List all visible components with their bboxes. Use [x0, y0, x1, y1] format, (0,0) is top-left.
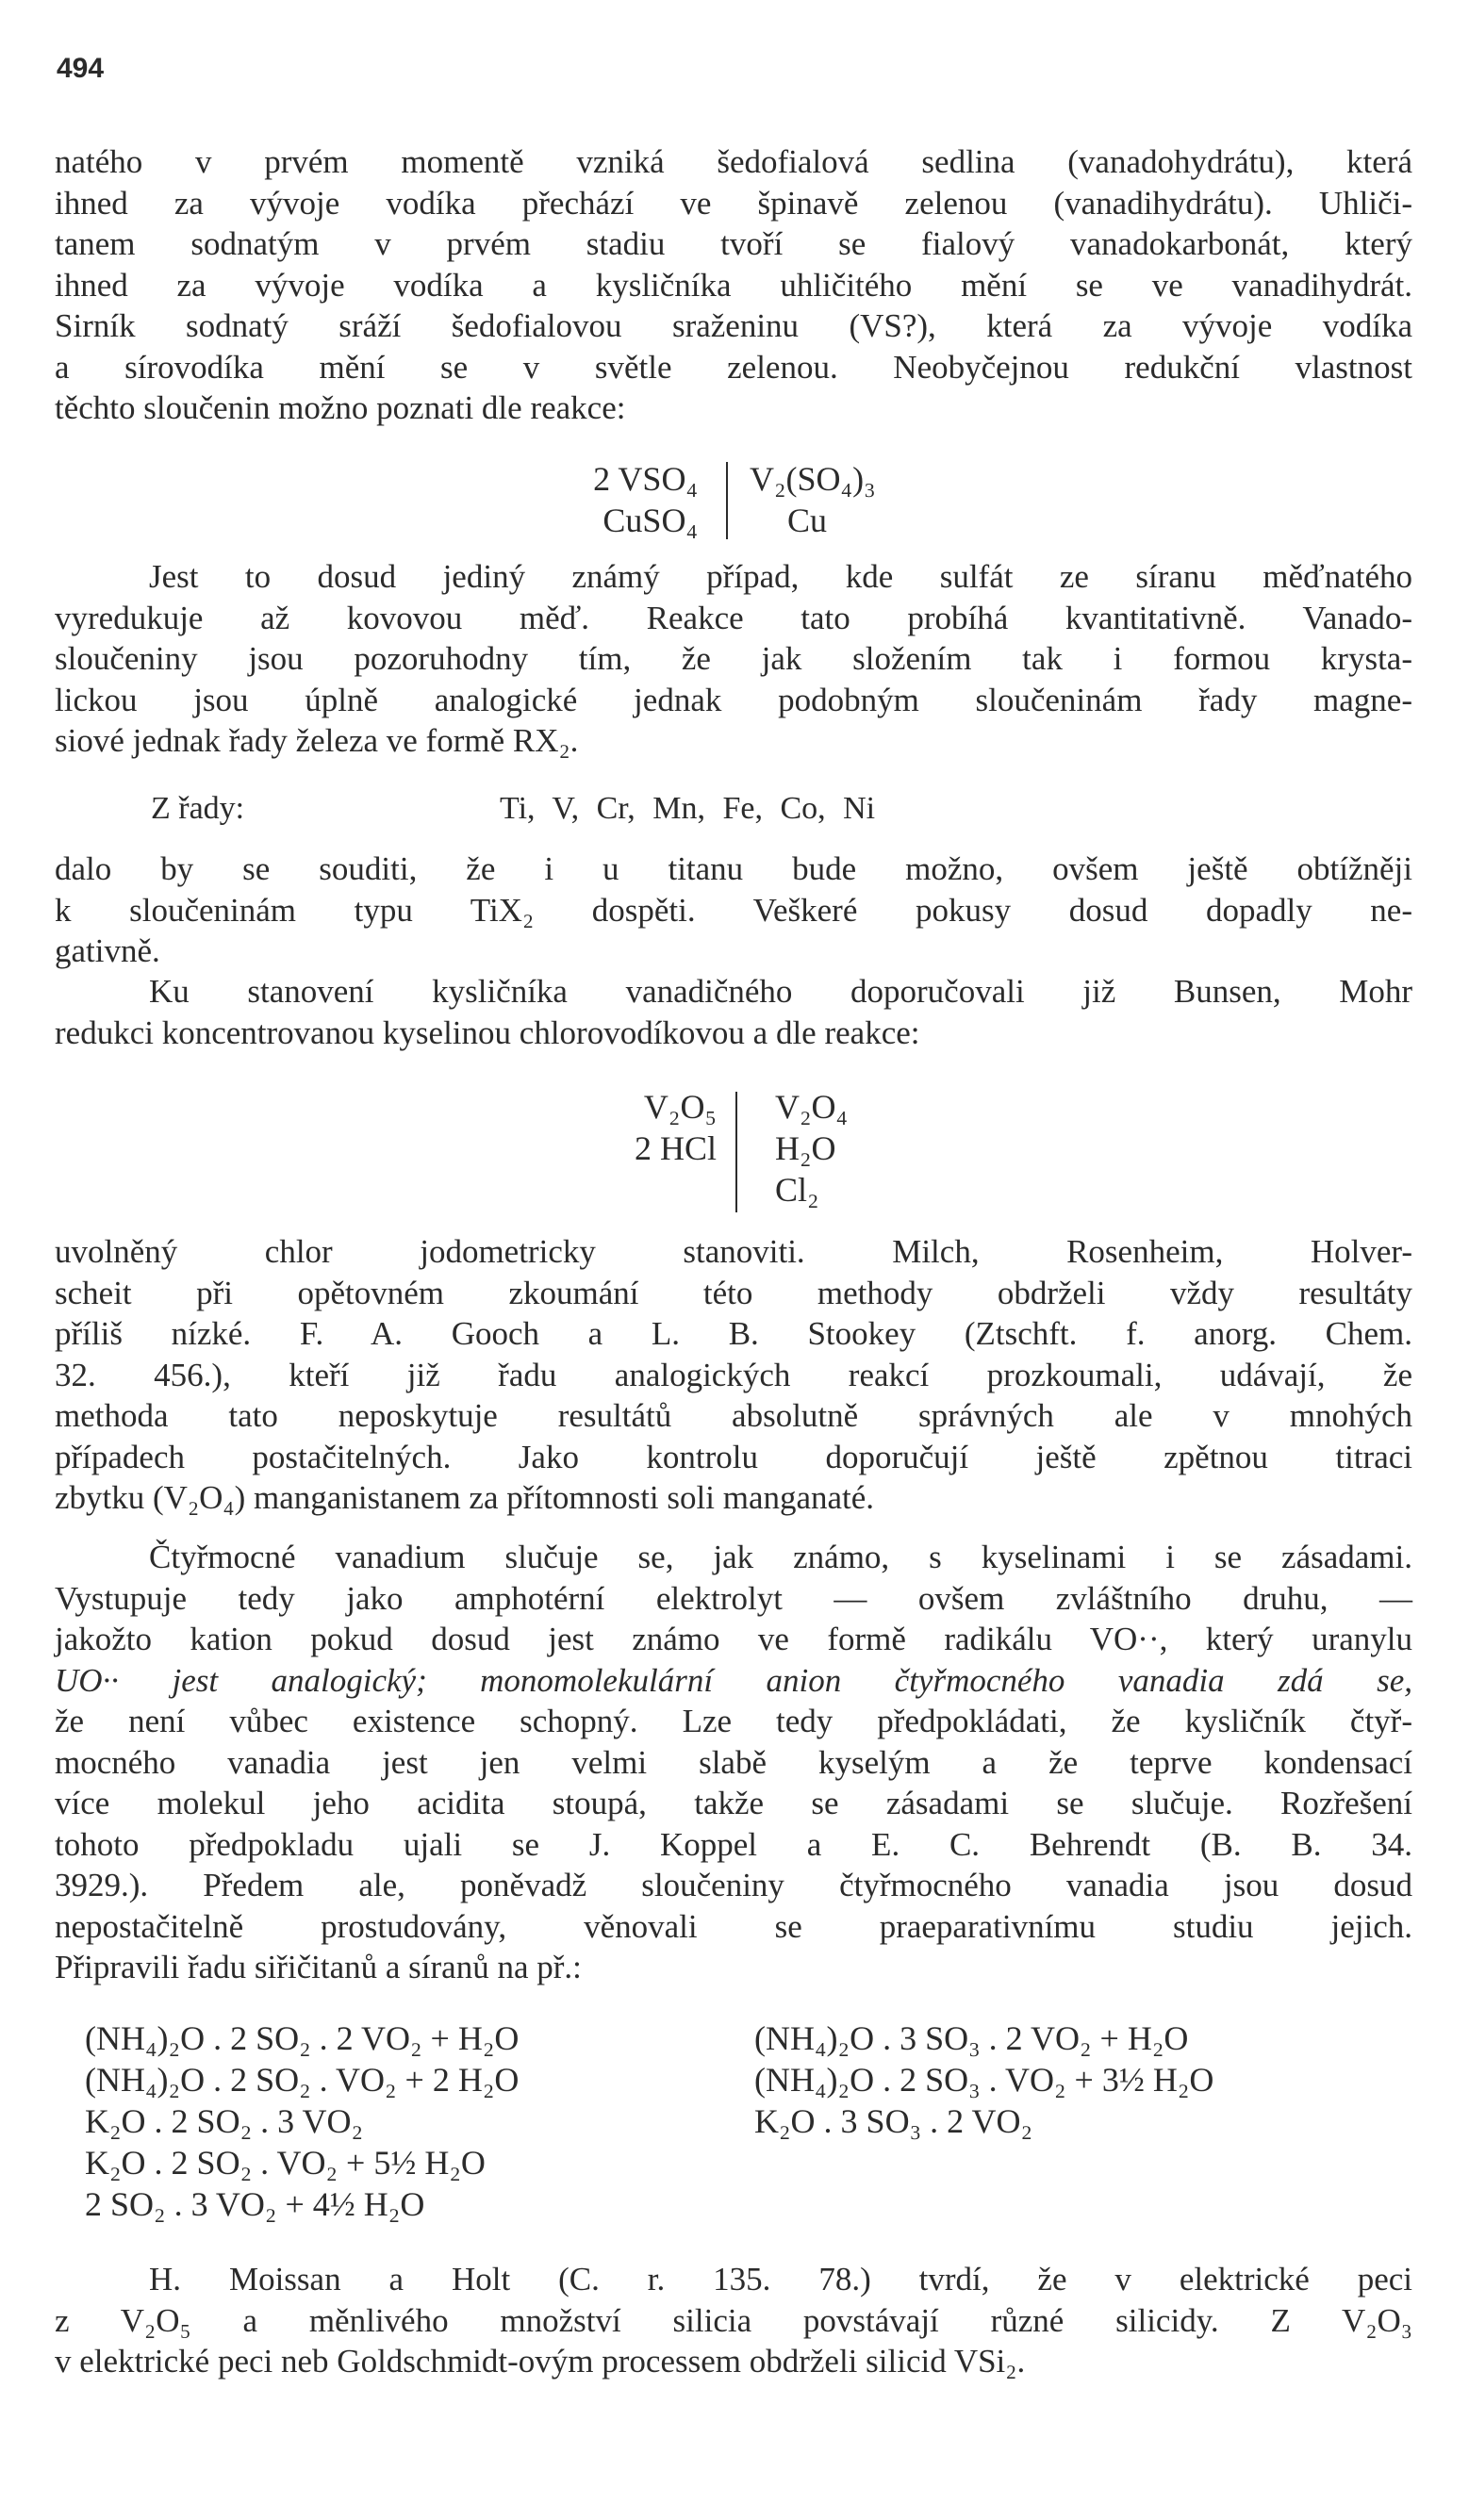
text-line: methoda tato neposkytuje resultátů absolutně správných ale v mnohých: [55, 1397, 1412, 1434]
text-line: 3929.). Předem ale, poněvadž sloučeniny čtyřmocného vanadia jsou dosud: [55, 1867, 1412, 1903]
text-line: že není vůbec existence schopný. Lze tedy předpokládati, že kysličník čtyř-: [55, 1703, 1412, 1739]
reaction-2-left: [575, 1086, 717, 1169]
text-line: tanem sodnatým v prvém stadiu tvoří se fialový vanadokarbonát, který: [55, 225, 1412, 262]
formula: K₂O . 2 SO₂ . 3 VO₂: [85, 2102, 364, 2140]
text-line: v elektrické peci neb Goldschmidt-ovým processem obdrželi silicid VSi₂.: [55, 2343, 1026, 2380]
product: V₂(SO₄)₃: [750, 460, 876, 498]
formula: K₂O . 3 SO₃ . 2 VO₂: [754, 2102, 1033, 2140]
text-line: sloučeniny jsou pozoruhodny tím, že jak složením tak i formou krysta-: [55, 640, 1412, 677]
reactant: 2 HCl: [634, 1129, 717, 1167]
text-line: gativně.: [55, 932, 160, 969]
page-number: 494: [57, 53, 105, 84]
text-line: a sírovodíka mění se v světle zelenou. Neobyčejnou redukční vlastnost: [55, 348, 1412, 386]
series-label: Z řady:: [151, 791, 245, 826]
text-line: Jest to dosud jediný známý případ, kde sulfát ze síranu měďnatého: [149, 558, 1412, 595]
text-line: Čtyřmocné vanadium slučuje se, jak známo, s kyselinami i se zásadami.: [149, 1539, 1412, 1575]
text-line: příliš nízké. F. A. Gooch a L. B. Stookey (Ztschft. f. anorg. Chem.: [55, 1315, 1412, 1352]
text-line: ihned za vývoje vodíka přechází ve špinavě zelenou (vanadihydrátu). Uhliči-: [55, 184, 1412, 222]
text-line: jakožto kation pokud dosud jest známo ve formě radikálu VO··, který uranylu: [55, 1621, 1412, 1657]
text-line: lickou jsou úplně analogické jednak podobným sloučeninám řady magne-: [55, 681, 1412, 718]
text-line: redukci koncentrovanou kyselinou chlorovodíkovou a dle reakce:: [55, 1013, 920, 1051]
product: Cu: [787, 502, 828, 539]
text-line: nepostačitelně prostudovány, věnovali se praeparativnímu studiu jejich.: [55, 1907, 1412, 1945]
text-line: Připravili řadu siřičitanů a síranů na př.:: [55, 1949, 582, 1985]
reaction-divider: [726, 462, 728, 539]
formula: (NH₄)₂O . 2 SO₂ . 2 VO₂ + H₂O: [85, 2019, 520, 2057]
paragraph-6: [55, 1537, 1412, 1988]
reaction-1-right: [750, 458, 876, 541]
text-line: z V₂O₅ a měnlivého množství silicia povstávají různé silicidy. Z V₂O₃: [55, 2301, 1412, 2339]
series-elements: Ti, V, Cr, Mn, Fe, Co, Ni: [500, 791, 876, 826]
text-line: případech postačitelných. Jako kontrolu doporučují ještě zpětnou titraci: [55, 1438, 1412, 1475]
salts-right-column: [754, 2018, 1213, 2142]
text-line: Ku stanovení kysličníka vanadičného doporučovali již Bunsen, Mohr: [149, 973, 1412, 1010]
reaction-2-right: [775, 1086, 848, 1211]
text-line: Vystupuje tedy jako amphotérní elektrolyt — ovšem zvláštního druhu, —: [55, 1579, 1412, 1617]
text-line: dalo by se souditi, že i u titanu bude možno, ovšem ještě obtížněji: [55, 850, 1412, 887]
paragraph-1: [55, 141, 1412, 429]
text-line: tohoto předpokladu ujali se J. Koppel a E. C. Behrendt (B. B. 34.: [55, 1825, 1412, 1863]
paragraph-2: [55, 556, 1412, 762]
reactant: CuSO₄: [602, 502, 698, 539]
text-line: mocného vanadia jest jen velmi slabě kyselým a že teprve kondensací: [55, 1743, 1412, 1781]
text-line: siové jednak řady železa ve formě RX₂.: [55, 722, 579, 759]
paragraph-3: [55, 848, 1412, 972]
text-line: UO·· jest analogický; monomolekulární anion čtyřmocného vanadia zdá se,: [55, 1661, 1412, 1699]
formula: (NH₄)₂O . 2 SO₃ . VO₂ + 3½ H₂O: [754, 2061, 1214, 2099]
text-line: uvolněný chlor jodometricky stanoviti. Milch, Rosenheim, Holver-: [55, 1233, 1412, 1270]
text-line: více molekul jeho acidita stoupá, takže se zásadami se slučuje. Rozřešení: [55, 1785, 1412, 1821]
text-line: vyredukuje až kovovou měď. Reakce tato probíhá kvantitativně. Vanado-: [55, 599, 1412, 636]
reactant: V₂O₅: [643, 1088, 717, 1126]
text-line: H. Moissan a Holt (C. r. 135. 78.) tvrdí, že v elektrické peci: [149, 2261, 1412, 2298]
text-line: scheit při opětovném zkoumání této methody obdrželi vždy resultáty: [55, 1274, 1412, 1311]
text-line: k sloučeninám typu TiX₂ dospěti. Veškeré pokusy dosud dopadly ne-: [55, 891, 1412, 929]
salts-left-column: [85, 2018, 519, 2225]
formula: 2 SO₂ . 3 VO₂ + 4½ H₂O: [85, 2185, 425, 2223]
paragraph-5: [55, 1231, 1412, 1519]
text-line: natého v prvém momentě vzniká šedofialová sedlina (vanadohydrátu), která: [55, 143, 1412, 180]
formula: K₂O . 2 SO₂ . VO₂ + 5½ H₂O: [85, 2144, 486, 2182]
formula: (NH₄)₂O . 2 SO₂ . VO₂ + 2 H₂O: [85, 2061, 520, 2099]
text-line: ihned za vývoje vodíka a kysličníka uhličitého mění se ve vanadihydrát.: [55, 266, 1412, 304]
reaction-1-left: [556, 458, 698, 541]
paragraph-7: [55, 2259, 1412, 2382]
product: V₂O₄: [775, 1088, 849, 1126]
text-line: zbytku (V₂O₄) manganistanem za přítomnosti soli manganaté.: [55, 1479, 875, 1516]
paragraph-4: [55, 971, 1412, 1053]
reaction-divider: [735, 1092, 737, 1212]
product: H₂O: [775, 1129, 836, 1167]
text-line: 32. 456.), kteří již řadu analogických reakcí prozkoumali, udávají, že: [55, 1356, 1412, 1393]
text-line: těchto sloučenin možno poznati dle reakce:: [55, 389, 626, 426]
text-line: Sirník sodnatý sráží šedofialovou sraženinu (VS?), která za vývoje vodíka: [55, 307, 1412, 344]
reactant: 2 VSO₄: [593, 460, 698, 498]
product: Cl₂: [775, 1171, 819, 1209]
formula: (NH₄)₂O . 3 SO₃ . 2 VO₂ + H₂O: [754, 2019, 1189, 2057]
